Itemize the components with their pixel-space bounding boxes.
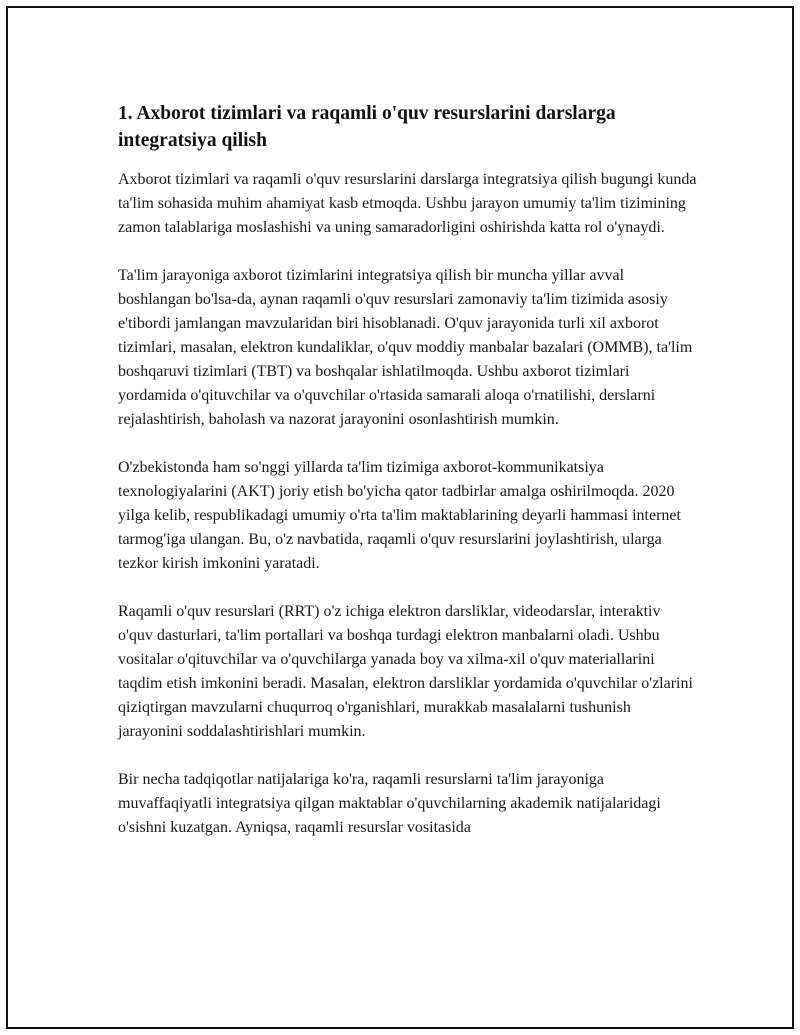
- paragraph-4: Raqamli o'quv resurslari (RRT) o'z ichiga elektron darsliklar, videodarslar, interaktiv o'quv dasturlari, ta'lim portallari va boshqa turdagi elektron manbalarni oladi. Ushbu vositalar o'qituvchilar va o'quvchilarga yanada boy va xilma-xil o'quv materiallarini taqdim etish imkonini beradi. Masalan, elektron darsliklar yordamida o'quvchilar o'zlarini qiziqtirgan mavzularni chuqurroq o'rganishlari, murakkab masalalarni tushunish jarayonini soddalashtirishlari mumkin.: [118, 603, 693, 740]
- section-heading: 1. Axborot tizimlari va raqamli o'quv resurslarini darslarga integratsiya qilish: [118, 103, 616, 151]
- paragraph-3: O'zbekistonda ham so'nggi yillarda ta'lim tizimiga axborot-kommunikatsiya texnologiyalarini (AKT) joriy etish bo'yicha qator tadbirlar amalga oshirilmoqda. 2020 yilga kelib, respublikadagi umumiy o'rta ta'lim maktablarining deyarli hammasi internet tarmog'iga ulangan. Bu, o'z navbatida, raqamli o'quv resurslarini joylashtirish, ularga tezkor kirish imkonini yaratadi.: [118, 459, 681, 572]
- paragraph-1: Axborot tizimlari va raqamli o'quv resurslarini darslarga integratsiya qilish bugungi kunda ta'lim sohasida muhim ahamiyat kasb etmoqda. Ushbu jarayon umumiy ta'lim tizimining zamon talablariga moslashishi va uning samaradorligini oshirishda katta rol o'ynaydi.: [118, 171, 697, 236]
- paragraph-2: Ta'lim jarayoniga axborot tizimlarini integratsiya qilish bir muncha yillar avval boshlangan bo'lsa-da, aynan raqamli o'quv resurslari zamonaviy ta'lim tizimida asosiy e'tibordi jamlangan mavzularidan biri hisoblanadi. O'quv jarayonida turli xil axborot tizimlari, masalan, elektron kundaliklar, o'quv moddiy manbalar bazalari (OMMB), ta'lim boshqaruvi tizimlari (TBT) va boshqalar ishlatilmoqda. Ushbu axborot tizimlari yordamida o'qituvchilar va o'quvchilar o'rtasida samarali aloqa o'rnatilishi, derslarni rejalashtirish, baholash va nazorat jarayonini osonlashtirish mumkin.: [118, 267, 693, 428]
- document-body: [118, 100, 698, 864]
- paragraph-5: Bir necha tadqiqotlar natijalariga ko'ra, raqamli resurslarni ta'lim jarayoniga muvaffaqiyatli integratsiya qilgan maktablar o'quvchilarning akademik natijalaridagi o'sishni kuzatgan. Ayniqsa, raqamli resurslar vositasida: [118, 771, 661, 836]
- document-page: [6, 6, 794, 1029]
